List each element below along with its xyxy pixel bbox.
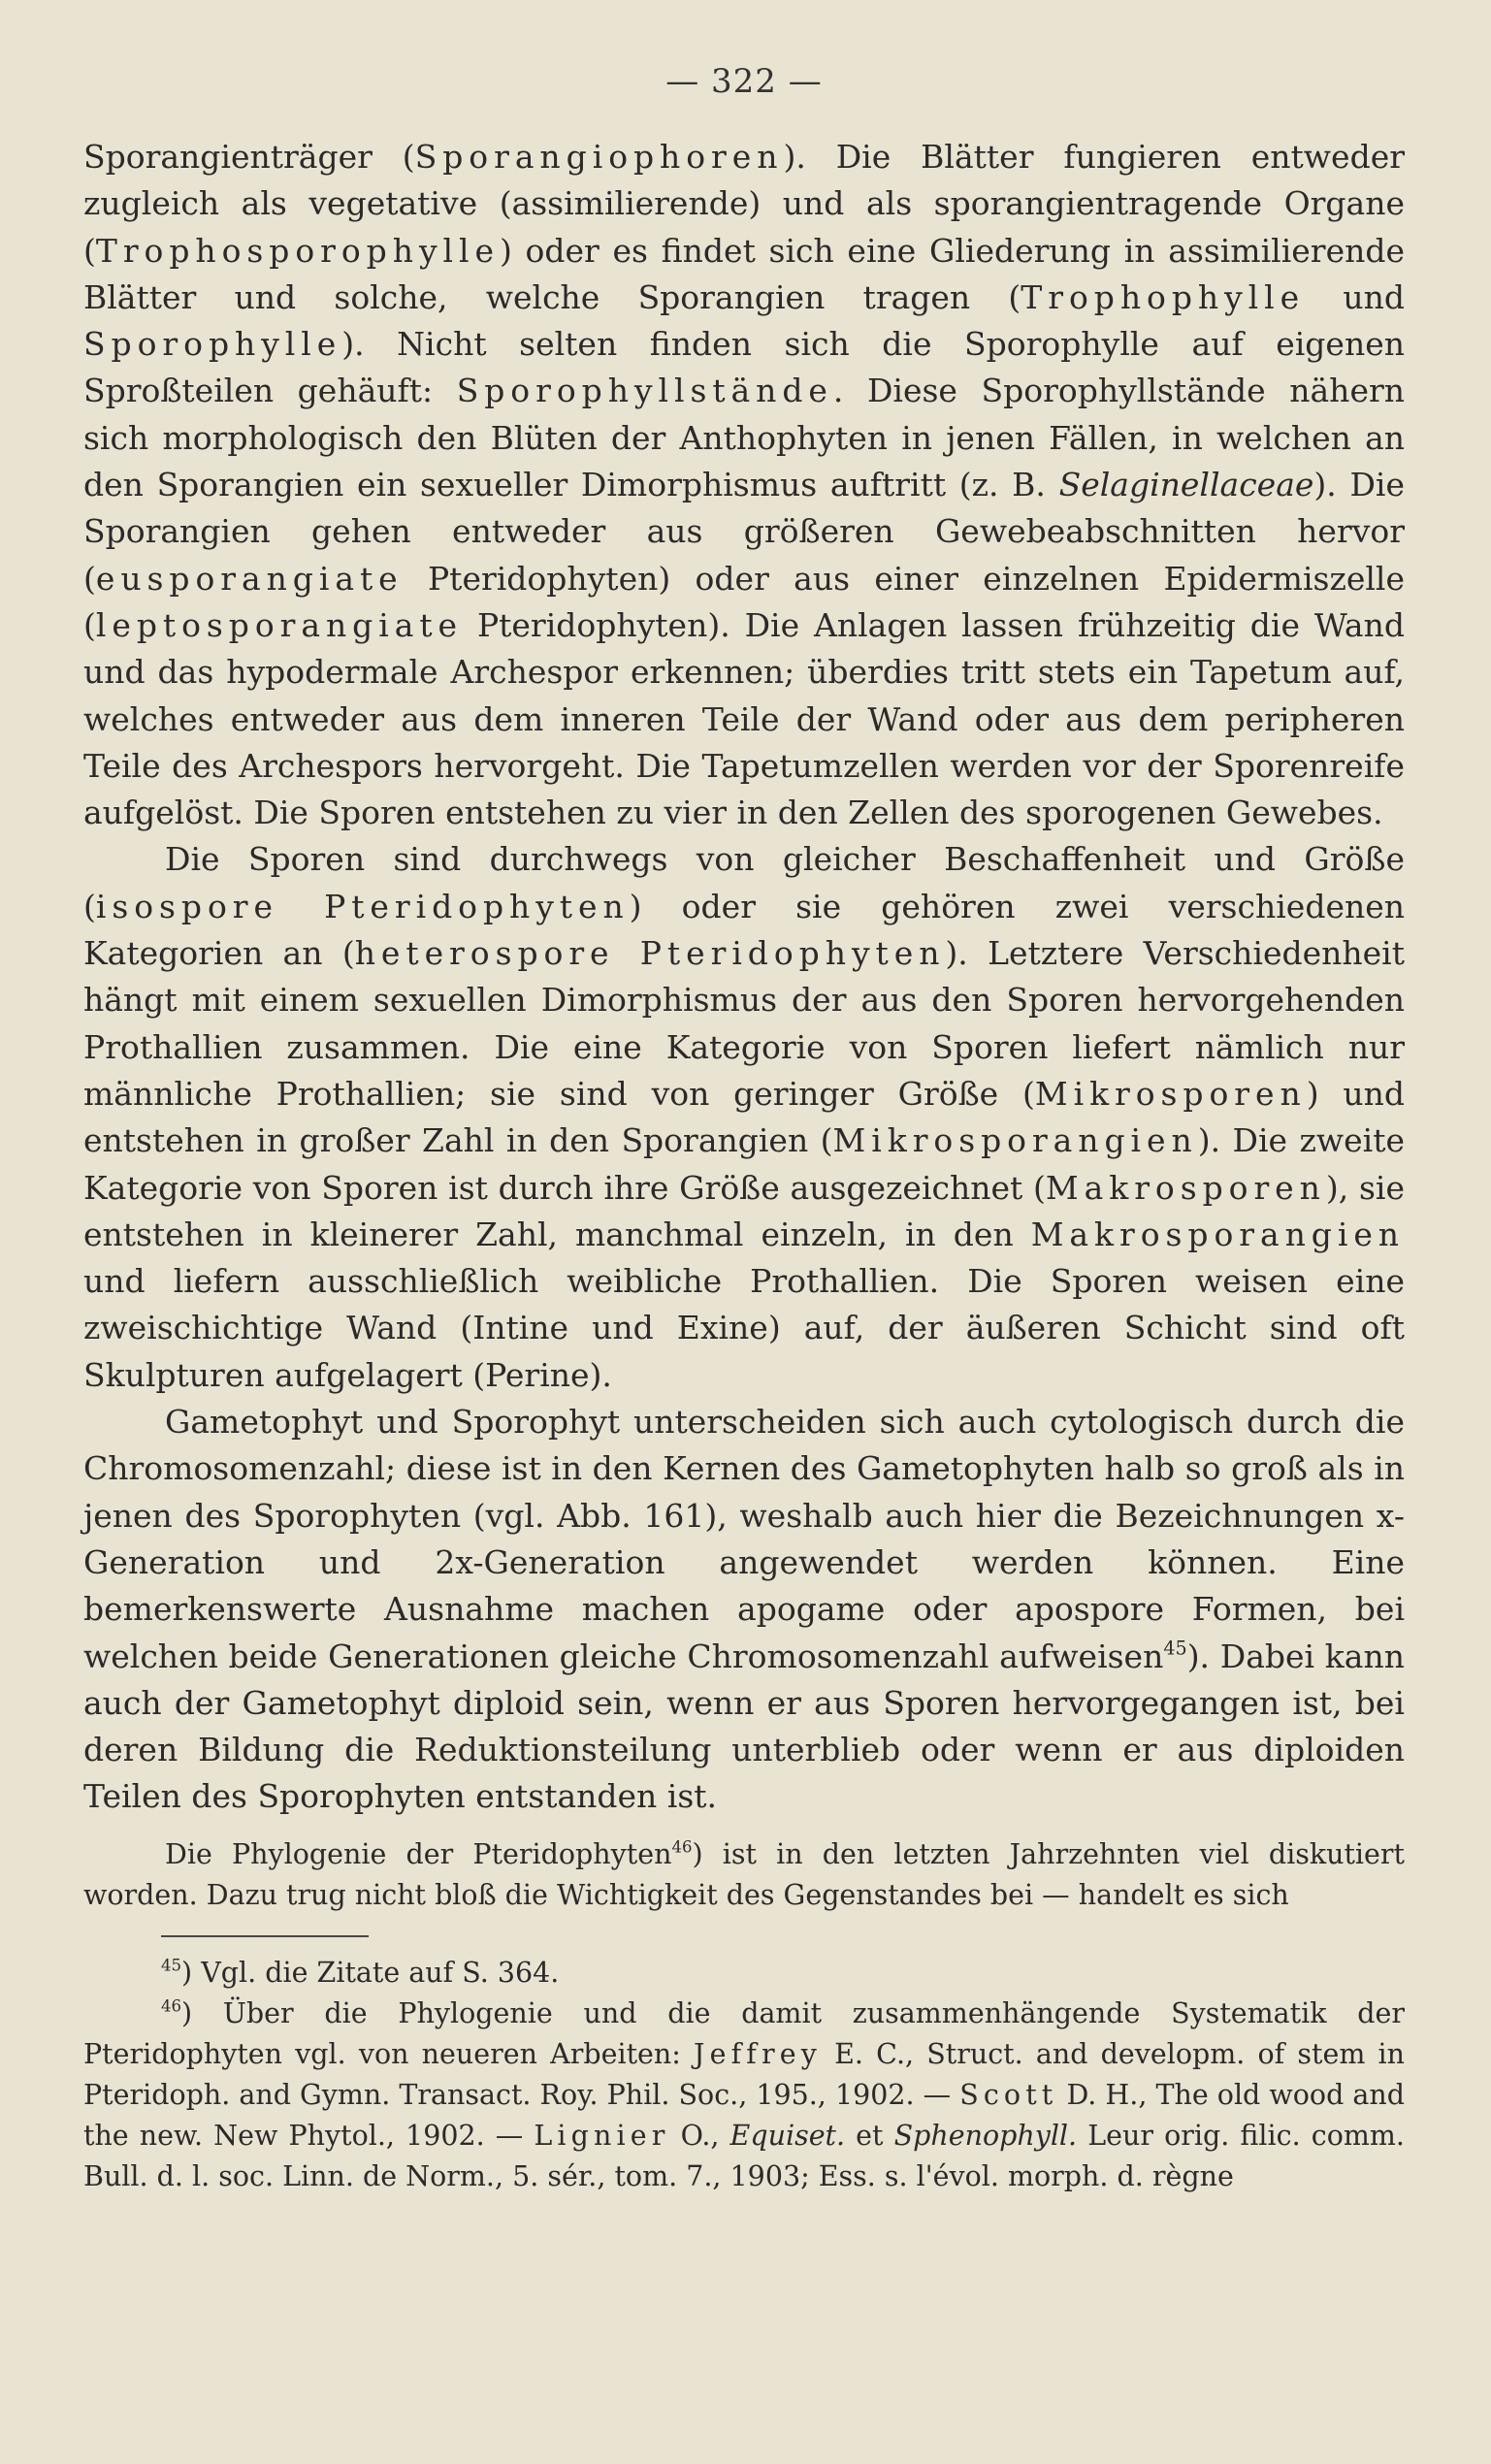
footnote bbox=[83, 1953, 1405, 1994]
spaced-term: Trophophylle bbox=[1021, 277, 1306, 316]
text-run: Pteridophyten) oder aus einer einzelnen Epidermiszelle ( bbox=[83, 559, 1405, 644]
text-run: E. C., Struct. and developm. of stem in Pteridoph. and Gymn. Transact. Roy. Phil. Soc., 195., 1902. — bbox=[83, 2037, 1406, 2111]
text-run: O., bbox=[669, 2119, 730, 2152]
text-run: ). Nicht selten finden sich die Sporophylle auf eigenen Sproßteilen gehäuft: bbox=[83, 325, 1405, 410]
text-run: ) oder es findet sich eine Gliederung in assimilierende Blätter und solche, welche Sporangien tragen ( bbox=[83, 231, 1405, 316]
text-run: und bbox=[1305, 277, 1406, 316]
text-run: ) Über die Phylogenie und die damit zusammenhängende Systematik der Pteridophyten vgl. von neueren Arbeiten: bbox=[83, 1996, 1405, 2070]
text-run: Die Phylogenie der Pteridophyten bbox=[165, 1837, 672, 1870]
footnote-divider bbox=[161, 1935, 369, 1937]
text-run: ). Dabei kann auch der Gametophyt diploid sein, wenn er aus Sporen hervorgegangen ist, bei deren Bildung die Reduktionsteilung unterblieb oder wenn er aus diploiden Teilen des Sporophyten entstanden ist. bbox=[83, 1637, 1405, 1816]
book-page bbox=[83, 62, 1405, 2197]
spaced-term: Sporophylle bbox=[83, 325, 342, 364]
text-run: ), sie entstehen in kleinerer Zahl, manchmal einzeln, in den bbox=[83, 1168, 1405, 1253]
italic-term: Selaginellaceae bbox=[1058, 466, 1314, 504]
spaced-term: Lignier bbox=[534, 2119, 670, 2152]
spaced-term: Jeffrey bbox=[694, 2037, 822, 2070]
page-number: — 322 — bbox=[665, 62, 823, 101]
text-run: Gametophyt und Sporophyt unterscheiden sich auch cytologisch durch die Chromosomenzahl; diese ist in den Kernen des Gametophyten halb so groß als in jenen des Sporophyten (vgl. Abb. 161), weshalb auch hier die Bezeichnungen x-Generation und 2x-Generation angewendet werden können. Eine bemerkenswerte Ausnahme machen apogame oder apospore Formen, bei welchen beide Generationen gleiche Chromosomenzahl aufweisen bbox=[83, 1403, 1405, 1675]
text-run: ) und entstehen in großer Zahl in den Sporangien ( bbox=[83, 1074, 1406, 1160]
spaced-term: eusporangiate bbox=[95, 559, 404, 598]
text-run: ). Die zweite Kategorie von Sporen ist durch ihre Größe ausgezeichnet ( bbox=[83, 1121, 1405, 1207]
text-run: und liefern ausschließlich weibliche Prothallien. Die Sporen weisen eine zweischichtige Wand (Intine und Exine) auf, der äußeren Schicht sind oft Skulpturen aufgelagert (Perine). bbox=[83, 1262, 1405, 1394]
text-run: ). Die Sporangien gehen entweder aus größeren Gewebeabschnitten hervor ( bbox=[83, 466, 1405, 598]
spaced-term: Mikrosporen bbox=[1034, 1074, 1307, 1113]
spaced-term: Makrosporen bbox=[1045, 1168, 1326, 1207]
spaced-term: Scott bbox=[959, 2078, 1058, 2111]
spaced-term: Trophosporophylle bbox=[95, 231, 500, 270]
text-run: . Diese Sporophyllstände nähern sich morphologisch den Blüten der Anthophyten in jenen Fällen, in welchen an den Sporangien ein sexueller Dimorphismus auftritt (z. B. bbox=[83, 372, 1405, 504]
text-run: Leur orig. filic. comm. Bull. d. l. soc. Linn. de Norm., 5. sér., tom. 7., 1903; Ess. s. l'évol. morph. d. règne bbox=[83, 2119, 1405, 2192]
text-run: Die Sporen sind durchwegs von gleicher Beschaffenheit und Größe ( bbox=[83, 840, 1405, 925]
italic-term: Equiset. bbox=[729, 2119, 846, 2152]
spaced-term: Makrosporangien bbox=[1030, 1215, 1405, 1253]
spaced-term: Sporangiophoren bbox=[414, 138, 784, 176]
text-run: ). Die Blätter fungieren entweder zugleich als vegetative (assimilierende) und als sporangientragende Organe ( bbox=[83, 138, 1405, 270]
text-run: ). Letztere Verschiedenheit hängt mit einem sexuellen Dimorphismus der aus den Sporen hervorgehenden Prothallien zusammen. Die eine Kategorie von Sporen liefert nämlich nur männliche Prothallien; sie sind von geringer Größe ( bbox=[83, 934, 1405, 1113]
footnotes bbox=[83, 1953, 1405, 2197]
text-run: ) ist in den letzten Jahrzehnten viel diskutiert worden. Dazu trug nicht bloß die Wichtigkeit des Gegenstandes bei — handelt es sich bbox=[83, 1837, 1405, 1911]
footnote-marker: 45 bbox=[161, 1956, 182, 1975]
text-run: ) Vgl. die Zitate auf S. 364. bbox=[181, 1956, 560, 1989]
paragraph bbox=[83, 1834, 1405, 1916]
paragraph bbox=[83, 836, 1405, 1399]
italic-term: Sphenophyll. bbox=[893, 2119, 1078, 2152]
footnote-marker: 46 bbox=[161, 1996, 182, 2016]
footnote-marker: 45 bbox=[1163, 1637, 1187, 1660]
small-print-paragraph bbox=[83, 1834, 1405, 1916]
paragraph bbox=[83, 134, 1405, 836]
text-run: Pteridophyten). Die Anlagen lassen frühzeitig die Wand und das hypodermale Archespor erkennen; überdies tritt stets ein Tapetum auf, welches entweder aus dem inneren Teile der Wand oder aus dem peripheren Teile des Archespors hervorgeht. Die Tapetumzellen werden vor der Sporenreife aufgelöst. Die Sporen entstehen zu vier in den Zellen des sporogenen Gewebes. bbox=[83, 605, 1405, 832]
paragraph bbox=[83, 1399, 1405, 1821]
text-run: ) oder sie gehören zwei verschiedenen Kategorien an ( bbox=[83, 887, 1406, 973]
text-run: D. H., The old wood and the new. New Phytol., 1902. — bbox=[83, 2078, 1405, 2152]
footnote bbox=[83, 1994, 1405, 2197]
spaced-term: leptosporangiate bbox=[95, 605, 464, 644]
spaced-term: Sporophyllstände bbox=[456, 372, 833, 410]
spaced-term: Mikrosporangien bbox=[832, 1121, 1198, 1160]
spaced-term: heterospore Pteridophyten bbox=[354, 934, 946, 973]
main-text bbox=[83, 134, 1405, 1821]
spaced-term: isospore Pteridophyten bbox=[95, 887, 630, 925]
text-run: Sporangienträger ( bbox=[83, 138, 415, 176]
footnote-marker: 46 bbox=[671, 1837, 693, 1857]
text-run: et bbox=[845, 2119, 894, 2152]
